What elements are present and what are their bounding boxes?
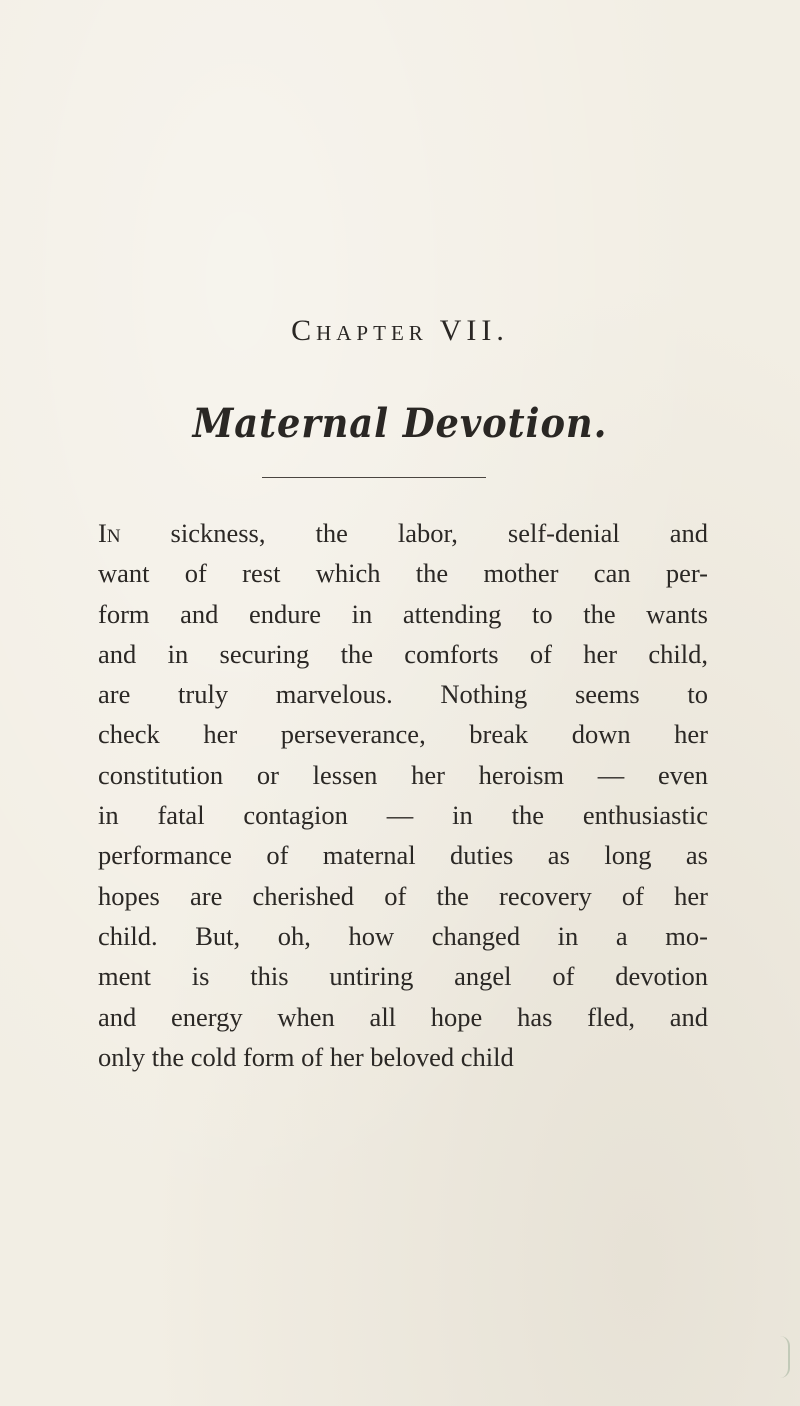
text-line: are truly marvelous. Nothing seems to	[98, 679, 708, 710]
text-line: in fatal contagion — in the enthusiastic	[98, 800, 708, 831]
title-divider	[262, 477, 486, 478]
text-line: only the cold form of her beloved child	[98, 1041, 514, 1072]
chapter-number: Chapter VII.	[291, 314, 509, 347]
body-paragraph	[98, 513, 708, 1077]
text-line: form and endure in attending to the wants	[98, 598, 708, 629]
text-line: hopes are cherished of the recovery of her	[98, 880, 708, 911]
text-line: check her perseverance, break down her	[98, 719, 708, 750]
text-line: and in securing the comforts of her child,	[98, 638, 708, 669]
text-line: want of rest which the mother can per-	[98, 558, 708, 589]
text-line: child. But, oh, how changed in a mo-	[98, 920, 708, 951]
text-line: constitution or lessen her heroism — even	[98, 759, 708, 790]
text-line: and energy when all hope has fled, and	[98, 1001, 708, 1032]
text-line: ment is this untiring angel of devotion	[98, 961, 708, 992]
chapter-title: Maternal Devotion.	[192, 400, 608, 447]
text-line: performance of maternal duties as long as	[98, 840, 708, 871]
lead-word: In	[98, 518, 121, 548]
text-line: In sickness, the labor, self-denial and	[98, 518, 708, 548]
page-corner-mark	[770, 1336, 790, 1378]
chapter-heading	[0, 314, 800, 348]
